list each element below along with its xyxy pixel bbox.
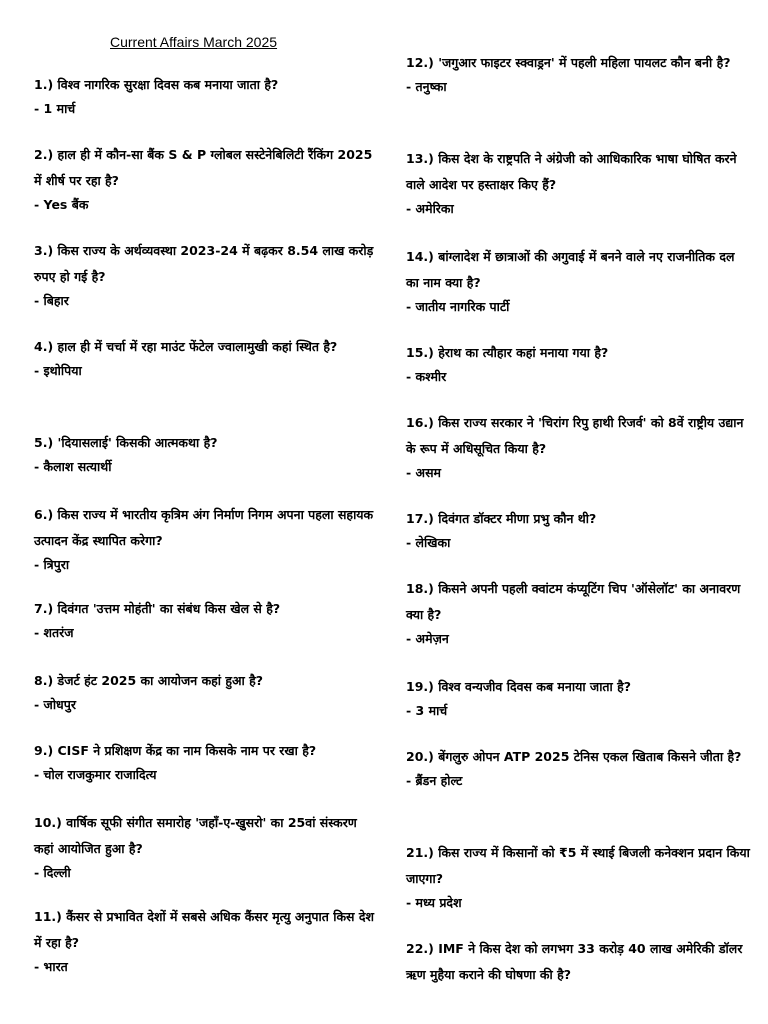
qa-item <box>34 238 379 312</box>
qa-item <box>34 334 379 382</box>
answer: - दिल्ली <box>34 865 71 880</box>
qa-item <box>34 502 379 576</box>
question: 12.) 'जगुआर फाइटर स्क्वाड्रन' में पहली महिला पायलट कौन बनी है? <box>406 55 731 70</box>
answer: - शतरंज <box>34 625 74 640</box>
answer: - कश्मीर <box>406 369 447 384</box>
answer: - त्रिपुरा <box>34 557 70 572</box>
question: 13.) किस देश के राष्ट्रपति ने अंग्रेजी को आधिकारिक भाषा घोषित करने वाले आदेश पर हस्ताक्षर किए हैं? <box>406 151 737 192</box>
qa-item <box>34 668 379 716</box>
qa-item <box>34 142 379 216</box>
answer: - इथोपिया <box>34 363 82 378</box>
qa-item <box>406 936 751 988</box>
page-title: Current Affairs March 2025 <box>110 34 278 50</box>
qa-item <box>34 738 379 786</box>
answer: - भारत <box>34 959 68 974</box>
qa-item <box>34 596 379 644</box>
answer: - जातीय नागरिक पार्टी <box>406 299 510 314</box>
question: 11.) कैंसर से प्रभावित देशों में सबसे अधिक कैंसर मृत्यु अनुपात किस देश में रहा है? <box>34 909 374 950</box>
question: 4.) हाल ही में चर्चा में रहा माउंट फेंटेल ज्वालामुखी कहां स्थित है? <box>34 339 338 354</box>
question: 7.) दिवंगत 'उत्तम मोहंती' का संबंध किस खेल से है? <box>34 601 281 616</box>
question: 3.) किस राज्य के अर्थव्यवस्था 2023-24 में बढ़कर 8.54 लाख करोड़ रुपए हो गई है? <box>34 243 374 284</box>
question: 20.) बेंगलुरु ओपन ATP 2025 टेनिस एकल खिताब किसने जीता है? <box>406 749 742 764</box>
answer: - अमेज़न <box>406 631 449 646</box>
qa-item <box>34 430 379 478</box>
question: 19.) विश्व वन्यजीव दिवस कब मनाया जाता है? <box>406 679 632 694</box>
question: 2.) हाल ही में कौन-सा बैंक S & P ग्लोबल सस्टेनेबिलिटी रैंकिंग 2025 में शीर्ष पर रहा है? <box>34 147 373 188</box>
question: 18.) किसने अपनी पहली क्वांटम कंप्यूटिंग चिप 'ऑसेलॉट' का अनावरण क्या है? <box>406 581 741 622</box>
question: 15.) हेराथ का त्यौहार कहां मनाया गया है? <box>406 345 609 360</box>
qa-item <box>406 410 751 484</box>
answer: - बिहार <box>34 293 69 308</box>
qa-item <box>406 674 751 722</box>
answer: - Yes बैंक <box>34 197 89 212</box>
qa-item <box>406 340 751 388</box>
qa-item <box>34 810 379 884</box>
question: 1.) विश्व नागरिक सुरक्षा दिवस कब मनाया जाता है? <box>34 77 279 92</box>
answer: - अमेरिका <box>406 201 454 216</box>
qa-item <box>406 744 751 792</box>
qa-item <box>406 146 751 220</box>
question: 16.) किस राज्य सरकार ने 'चिरांग रिपु हाथी रिजर्व' को 8वें राष्ट्रीय उद्यान के रूप में अधिसूचित किया है? <box>406 415 744 456</box>
question: 8.) डेजर्ट हंट 2025 का आयोजन कहां हुआ है? <box>34 673 264 688</box>
question: 14.) बांग्लादेश में छात्राओं की अगुवाई में बनने वाले नए राजनीतिक दल का नाम क्या है? <box>406 249 735 290</box>
answer: - तनुष्का <box>406 79 447 94</box>
answer: - जोधपुर <box>34 697 76 712</box>
qa-item <box>406 506 751 554</box>
question: 21.) किस राज्य में किसानों को ₹5 में स्थाई बिजली कनेक्शन प्रदान किया जाएगा? <box>406 845 750 886</box>
question: 22.) IMF ने किस देश को लगभग 33 करोड़ 40 लाख अमेरिकी डॉलर ऋण मुहैया कराने की घोषणा की है? <box>406 941 743 982</box>
question: 5.) 'दियासलाई' किसकी आत्मकथा है? <box>34 435 218 450</box>
answer: - ब्रैंडन होल्ट <box>406 773 463 788</box>
answer: - 1 मार्च <box>34 101 76 116</box>
question: 9.) CISF ने प्रशिक्षण केंद्र का नाम किसके नाम पर रखा है? <box>34 743 317 758</box>
answer: - असम <box>406 465 442 480</box>
question: 10.) वार्षिक सूफी संगीत समारोह 'जहाँ-ए-खुसरो' का 25वां संस्करण कहां आयोजित हुआ है? <box>34 815 357 856</box>
answer: - 3 मार्च <box>406 703 448 718</box>
answer: - कैलाश सत्यार्थी <box>34 459 112 474</box>
qa-item <box>406 840 751 914</box>
qa-item <box>406 576 751 650</box>
qa-item <box>34 904 379 978</box>
answer: - लेखिका <box>406 535 451 550</box>
answer: - चोल राजकुमार राजादित्य <box>34 767 157 782</box>
qa-item <box>406 50 751 98</box>
answer: - मध्य प्रदेश <box>406 895 462 910</box>
question: 17.) दिवंगत डॉक्टर मीणा प्रभु कौन थी? <box>406 511 597 526</box>
qa-item <box>34 72 379 120</box>
qa-item <box>406 244 751 318</box>
question: 6.) किस राज्य में भारतीय कृत्रिम अंग निर्माण निगम अपना पहला सहायक उत्पादन केंद्र स्थापित करेगा? <box>34 507 374 548</box>
